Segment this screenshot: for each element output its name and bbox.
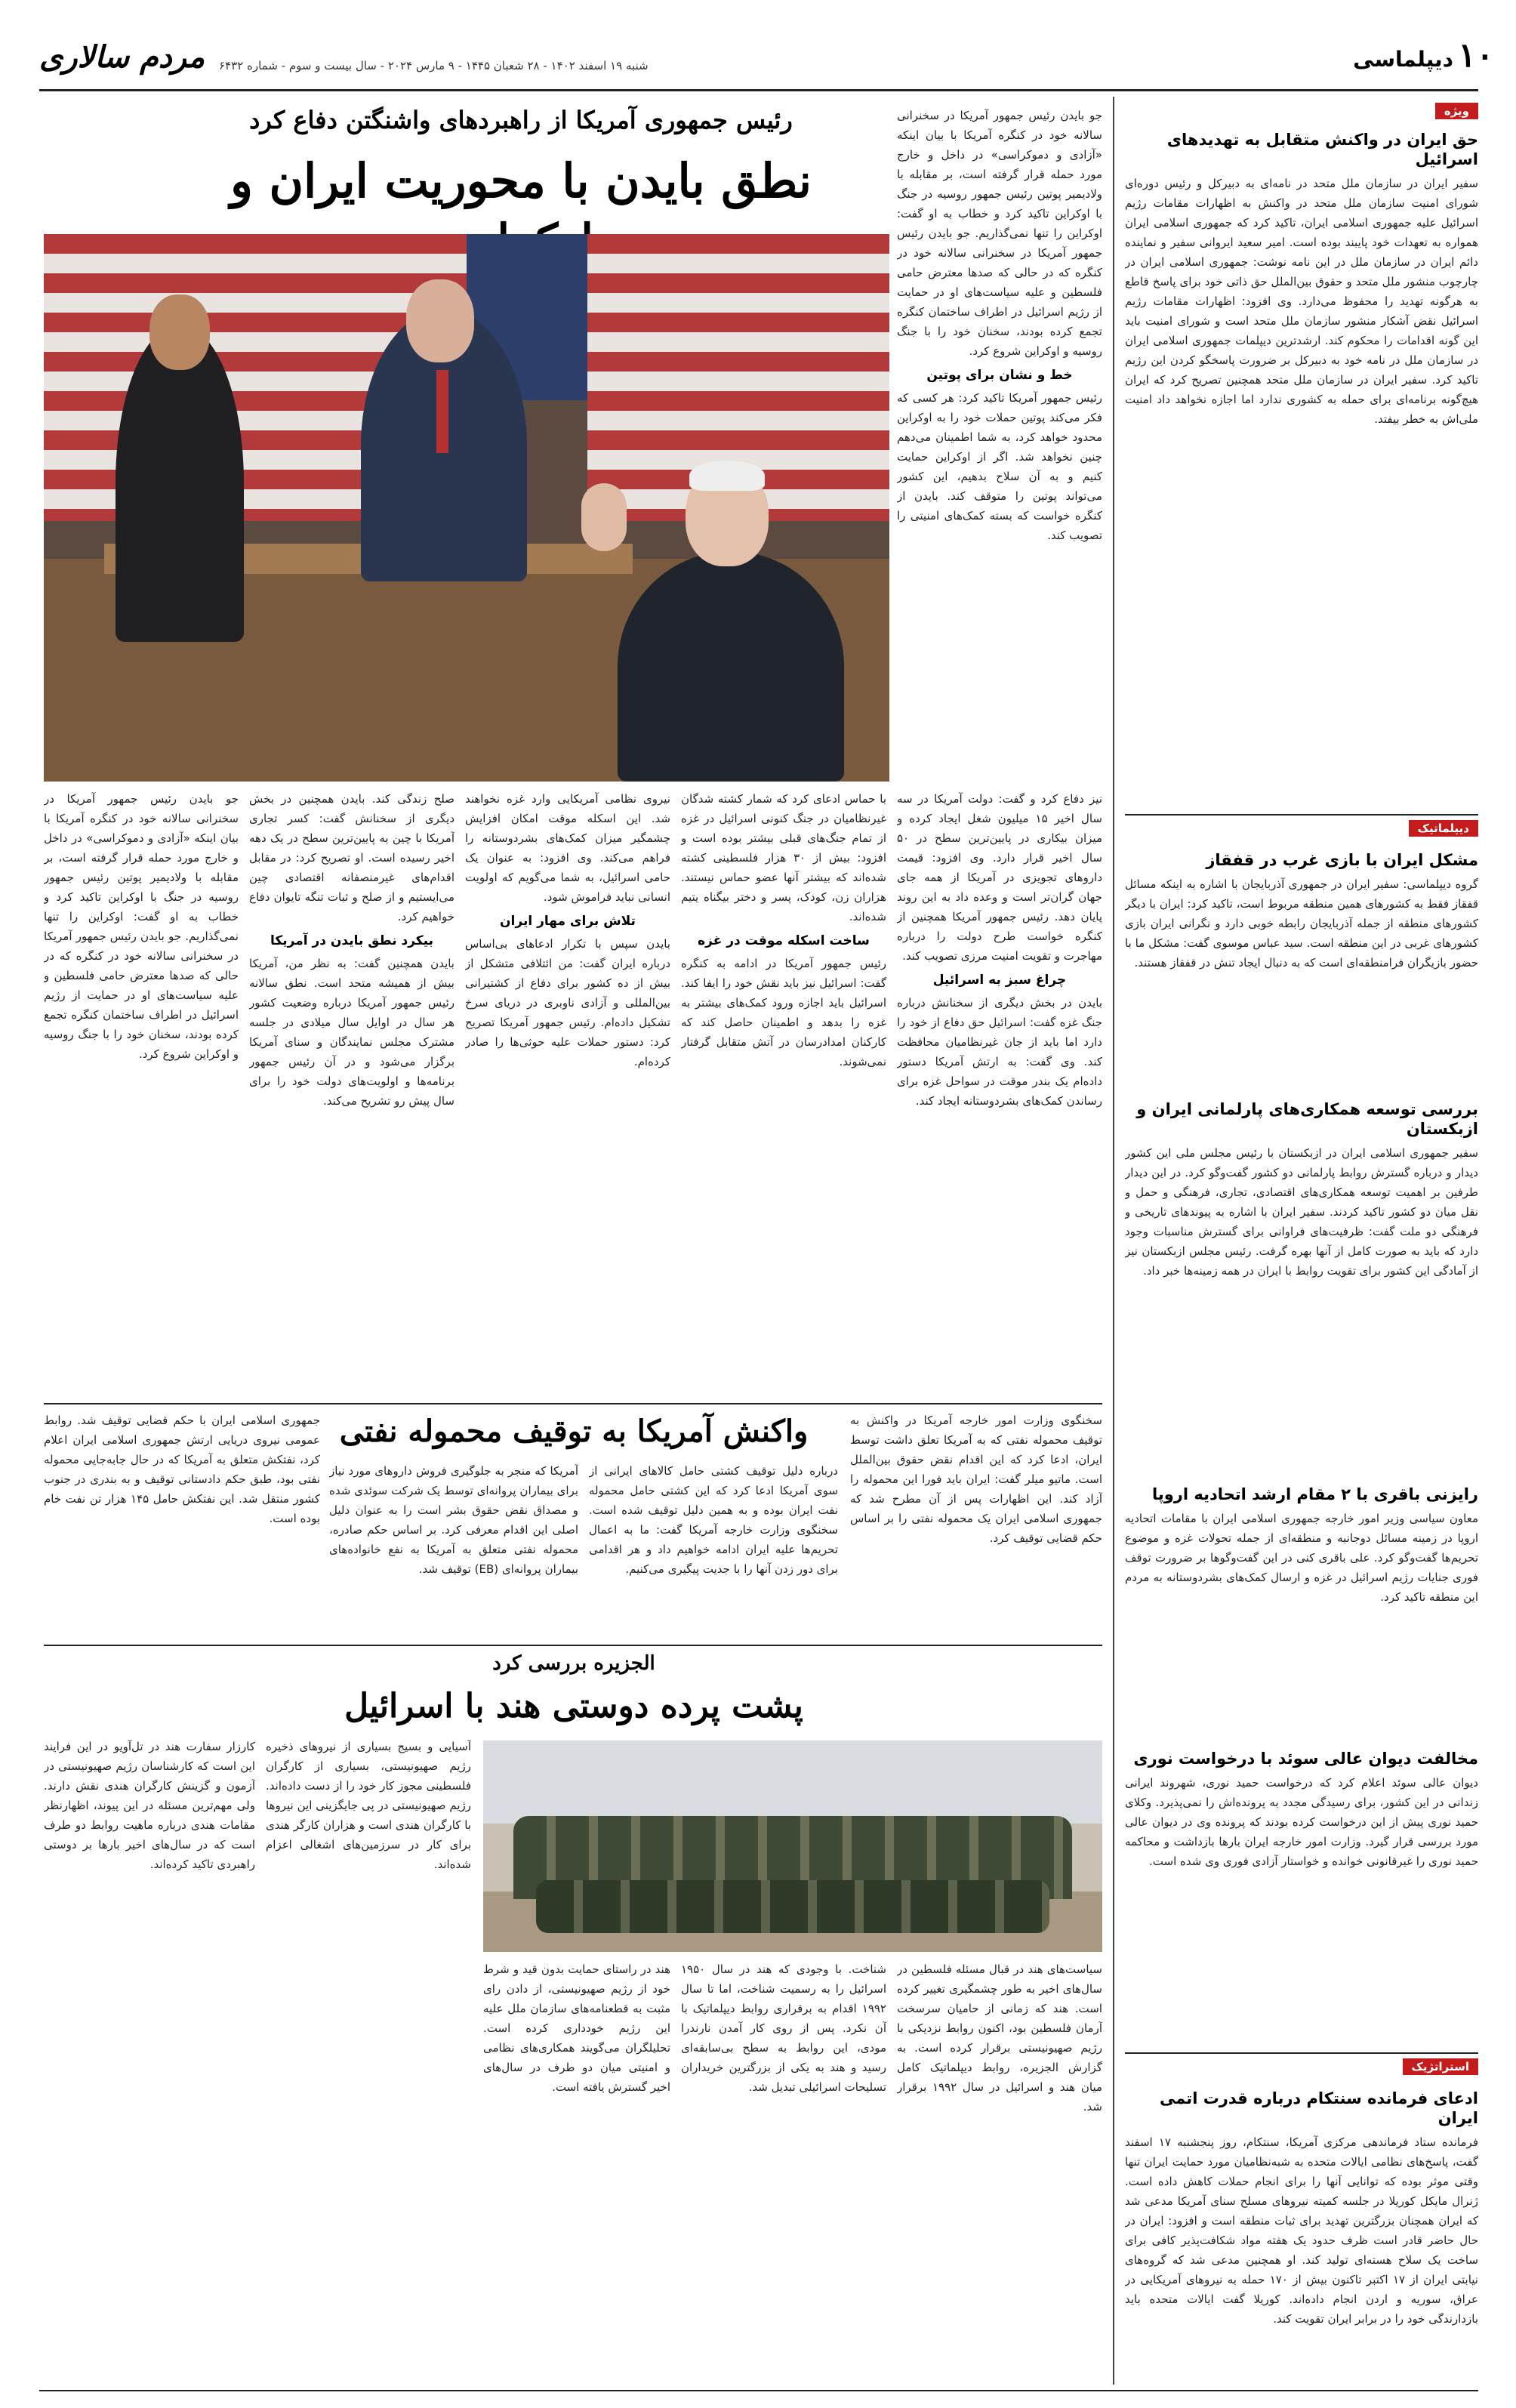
second-story-col1 bbox=[850, 1411, 1102, 1637]
second-col4-text: جمهوری اسلامی ایران با حکم قضایی توقیف شد. روابط عمومی نیروی دریایی ارتش جمهوری اسلامی ایران اعلام کرد، نفتکش متعلق به آمریکا که در حال جابه‌جایی محموله نفتی بود، طبق حکم دادستانی توقیف و به بندری در جنوب کشور منتقل شد. این نفتکش حامل ۱۴۵ هزار تن نفت خام بوده است. bbox=[44, 1414, 320, 1525]
sidebar-story5-text: دیوان عالی سوئد اعلام کرد که درخواست حمید نوری، شهروند ایرانی زندانی در این کشور، برای رسیدگی مجدد به پرونده‌اش را نمی‌پذیرد. وکلای حمید نوری پیش از این درخواست کرده بودند که پرونده وی در دیوان عالی مورد بررسی قرار گیرد. وزارت امور خارجه ایران بارها بازداشت و محاکمه حمید نوری را غیرقانونی خوانده و خواستار آزادی فوری وی شده است. bbox=[1125, 1776, 1478, 1868]
biden-figure bbox=[618, 551, 844, 782]
second-col1-text: سخنگوی وزارت امور خارجه آمریکا در واکنش به توقیف محموله نفتی که به آمریکا تعلق داشت توسط ایران، ادعا کرد که این اقدام نقض حقوق بین‌الملل است. ماتیو میلر گفت: ایران باید فورا این محموله را آزاد کند. این اظهارات پس از آن مطرح شد که جمهوری اسلامی ایران یک محموله نفتی را بر اساس حکم قضایی توقیف کرد. bbox=[850, 1414, 1102, 1545]
third-story-col3 bbox=[483, 1959, 670, 2382]
third-story-col2 bbox=[681, 1959, 886, 2382]
sidebar-story2-text: گروه دیپلماسی: سفیر ایران در جمهوری آذربایجان با اشاره به اینکه مسائل قفقاز فقط به کشورهای همین منطقه مربوط است، تاکید کرد: ایران با دیگر کشورهای منطقه از جمله آذربایجان رابطه خوبی دارد و نگرانی ایران بازی کشورهای غربی در این منطقه است. سید عباس موسوی گفت: مشکل ما با حضور بازیگران فرامنطقه‌ای است که به دنبال ایجاد تنش در قفقاز هستند. bbox=[1125, 877, 1478, 970]
second-story-bottom-rule bbox=[44, 1645, 1102, 1646]
main-col3-text: با حماس ادعای کرد که شمار کشته شدگان غیرنظامیان در جنگ کنونی اسرائیل در غزه از تمام جنگ‌های قبلی بیشتر بوده است و افزود: بیش از ۳۰ هزار فلسطینی کشته شده‌اند که بیشتر آنها عضو حماس نیستند. هزاران زن، کودک، پسر و دختر بیگناه یتیم شده‌اند. bbox=[681, 792, 886, 923]
sidebar-story6-title: ادعای فرمانده سنتکام درباره قدرت اتمی ایران bbox=[1159, 2089, 1478, 2127]
sidebar-story1-title: حق ایران در واکنش متقابل به تهدیدهای اسرائیل bbox=[1166, 131, 1478, 168]
paper-name: مردم سالاری bbox=[39, 39, 205, 75]
page-number: ۱۰ bbox=[1458, 36, 1494, 75]
main-story-col2 bbox=[897, 789, 1102, 1393]
masthead bbox=[0, 0, 1516, 98]
main-col4-text2: بایدن سپس با تکرار ادعاهای بی‌اساس درباره ایران گفت: من ائتلافی متشکل از بیش از ده کشور برای دفاع از کشتیرانی بین‌المللی و آزادی ناوبری در دریای سرخ تشکیل داده‌ام. رئیس جمهور آمریکا تصریح کرد: دستور حملات علیه حوثی‌ها را صادر کرده‌ام. bbox=[465, 937, 670, 1068]
sidebar-story2-title: مشکل ایران با بازی غرب در قفقاز bbox=[1206, 851, 1478, 869]
masthead-rule bbox=[39, 89, 1478, 91]
sidebar-story6 bbox=[1125, 2083, 1478, 2385]
third-col2-text: شناخت. با وجودی که هند در سال ۱۹۵۰ اسرائیل را به رسمیت شناخت، اما تا سال ۱۹۹۲ اقدام به برقراری روابط دیپلماتیک با آن نکرد. پس از روی کار آمدن نارندرا مودی، این روابط به سطح بی‌سابقه‌ای رسید و هند به یکی از بزرگترین خریداران تسلیحات اسرائیلی تبدیل شد. bbox=[681, 1962, 886, 2094]
sidebar-story3-text: سفیر جمهوری اسلامی ایران در ازبکستان با رئیس مجلس ملی این کشور دیدار و درباره گسترش روابط پارلمانی دو کشور گفت‌وگو کرد. در این دیدار طرفین بر اهمیت توسعه همکاری‌های اقتصادی، تجاری، فرهنگی و حمل و نقل میان دو کشور تاکید کردند. سفیر ایران با اشاره به پیوندهای تاریخی و فرهنگی دو ملت گفت: ظرفیت‌های فراوانی برای گسترش مناسبات وجود دارد که باید به صورت کامل از آنها بهره گرفت. رئیس مجلس ازبکستان نیز از آمادگی این کشور برای تقویت روابط با ایران در همه زمینه‌ها خبر داد. bbox=[1125, 1146, 1478, 1278]
main-col4-text: نیروی نظامی آمریکایی وارد غزه نخواهند شد. این اسکله موقت امکان افزایش چشمگیر میزان کمک‌های بشردوستانه را فراهم می‌کند. وی افزود: به عنوان یک حامی اسرائیل، به شما می‌گویم که اولویت انسانی نباید فراموش شود. bbox=[465, 792, 670, 904]
biden-hair bbox=[689, 461, 765, 491]
sidebar-story5 bbox=[1125, 1743, 1478, 2037]
harris-figure bbox=[116, 325, 244, 642]
third-col1-text: سیاست‌های هند در قبال مسئله فلسطین در سال‌های اخیر به طور چشمگیری تغییر کرده است. هند که زمانی از حامیان سرسخت آرمان فلسطین بود، اکنون روابط نزدیکی با رژیم صهیونیستی برقرار کرده است. به گزارش الجزیره، روابط دیپلماتیک کامل میان هند و اسرائیل در سال ۱۹۹۲ برقرار شد. bbox=[897, 1962, 1102, 2114]
main-col6-text: جو بایدن رئیس جمهور آمریکا در سخنرانی سالانه خود در کنگره آمریکا با بیان اینکه «آزادی و دموکراسی» در داخل و خارج مورد حمله قرار گرفته است، بر مقابله با ولادیمیر پوتین رئیس جمهور روسیه در جنگ با اوکراین تاکید کرد و خطاب به او گفت: اوکراین را تنها نمی‌گذاریم. جو بایدن رئیس جمهور آمریکا در سخنرانی سالانه خود در کنگره که در حالی که صدها معترض حامی فلسطین و علیه سیاست‌های او در حمایت از رژیم اسرائیل در اطراف ساختمان کنگره تجمع کرده بودند، سخنان خود را با جنگ روسیه و اوکراین شروع کرد. bbox=[44, 792, 239, 1061]
main-col5-text: صلح زندگی کند. بایدن همچنین در بخش دیگری از سخنانش گفت: کسر تجاری آمریکا با چین به پایین‌ترین سطح در یک دهه اخیر رسیده است. او تصریح کرد: در مقابل اقدام‌های غیرمنصفانه اقتصادی چین می‌ایستیم و از صلح و ثبات تنگه تایوان دفاع خواهیم کرد. bbox=[249, 792, 454, 923]
main-col1-subhead: خط و نشان برای پوتین bbox=[926, 368, 1073, 383]
main-col5-subhead: بیکرد نطق بایدن در آمریکا bbox=[270, 933, 434, 948]
group-front-row bbox=[536, 1880, 1049, 1933]
main-story-photo bbox=[44, 234, 889, 782]
main-story-col4 bbox=[465, 789, 670, 1393]
main-col2-text: نیز دفاع کرد و گفت: دولت آمریکا در سه سال اخیر ۱۵ میلیون شغل ایجاد کرده و میزان بیکاری در پایین‌ترین سطح در ۵۰ سال اخیر قرار دارد. وی افزود: قیمت دارو‌های تجویزی در آمریکا از همه جای جهان گران‌تر است و وعده داد به این روند پایان دهد. رئیس جمهور آمریکا همچنین از کنگره خواست طرح دولت را درباره مهاجرت و تقویت امنیت مرزی تصویب کند. bbox=[897, 792, 1102, 963]
sidebar-story3 bbox=[1125, 1093, 1478, 1471]
third-story-col5 bbox=[44, 1737, 255, 2382]
third-story-headline: پشت پرده دوستی هند با اسرائیل bbox=[344, 1687, 803, 1725]
johnson-tie bbox=[436, 370, 448, 453]
main-story-bottom-rule bbox=[44, 1403, 1102, 1404]
sidebar-divider-2 bbox=[1125, 2052, 1478, 2054]
sidebar bbox=[1125, 97, 1478, 2385]
main-col4-subhead: تلاش برای مهار ایران bbox=[500, 914, 636, 929]
johnson-face bbox=[406, 279, 474, 362]
sidebar-story3-title: بررسی توسعه همکاری‌های پارلمانی ایران و ازبکستان bbox=[1136, 1100, 1478, 1138]
sidebar-tag-special: ویژه bbox=[1435, 103, 1478, 119]
sidebar-tag-diplomatic: دیپلماتیک bbox=[1409, 820, 1478, 837]
main-story-headline: نطق بایدن با محوریت ایران و bbox=[230, 153, 812, 208]
third-col3-text: هند در راستای حمایت بدون قید و شرط خود از رژیم صهیونیستی، از دادن رای مثبت به قطعنامه‌های سازمان ملل علیه این رژیم خودداری کرده است. تحلیلگران می‌گویند همکاری‌های نظامی و امنیتی میان دو طرف در سال‌های اخیر گسترش یافته است. bbox=[483, 1962, 670, 2094]
sidebar-story6-text: فرمانده ستاد فرماندهی مرکزی آمریکا، سنتکام، روز پنجشنبه ۱۷ اسفند گفت، پاسخ‌های نظامی ایالات متحده به شبه‌نظامیان مورد حمایت ایران تنها وقتی موثر بوده که توانایی آنها را برای انجام حملات کاهش داده است. ژنرال مایکل کوریلا در جلسه کمیته نیروهای مسلح سنای آمریکا مدعی شد که ایران همچنان بزرگترین تهدید برای ثبات منطقه است و افزود: ایران در حال حاضر قادر است ظرف حدود یک هفته مواد شکافت‌پذیر کافی برای ساخت یک سلاح هسته‌ای تولید کند. او همچنین مدعی شد که گروه‌های نیابتی ایران از ۱۷ اکتبر تاکنون بیش از ۱۷۰ حمله به نیروهای آمریکایی در عراق، سوریه و اردن انجام داده‌اند. کوریلا گفت ایالات متحده باید بازدارندگی خود را در برابر ایران تقویت کند. bbox=[1125, 2135, 1478, 2326]
third-story-photo bbox=[483, 1740, 1102, 1952]
second-story-col3 bbox=[329, 1461, 578, 1637]
main-story-col3 bbox=[681, 789, 886, 1393]
second-story-col2 bbox=[589, 1461, 838, 1637]
third-col4-text: آسیایی و بسیج بسیاری از نیروهای ذخیره رژیم صهیونیستی، بسیاری از کارگران فلسطینی مجوز کار خود را از دست داده‌اند. رژیم صهیونیستی در پی جایگزینی این نیروها با کارگران هندی است و هزاران کارگر هندی برای کار در سرزمین‌های اشغالی اعزام شده‌اند. bbox=[266, 1740, 471, 1871]
third-story-col1 bbox=[897, 1959, 1102, 2382]
sidebar-separator bbox=[1113, 97, 1114, 2385]
sidebar-story4-title: رایزنی باقری با ۲ مقام ارشد اتحادیه اروپا bbox=[1151, 1485, 1478, 1503]
sidebar-tag-strategic: استراتژیک bbox=[1403, 2058, 1478, 2075]
second-col3-text: آمریکا که منجر به جلوگیری فروش داروهای مورد نیاز برای بیماران پروانه‌ای توسط یک شرکت سوئدی شده و مصداق نقض حقوق بشر است را به عنوان دلیل اصلی این اقدام معرفی کرد. بر اساس حکم صادره، محموله نفتی متعلق به آمریکا به نفع خانواده‌های بیماران پروانه‌ای (EB) توقیف شد. bbox=[329, 1464, 578, 1576]
sidebar-divider-1 bbox=[1125, 814, 1478, 816]
sidebar-story4-text: معاون سیاسی وزیر امور خارجه جمهوری اسلامی ایران با مقامات اتحادیه اروپا در زمینه مسائل دوجانبه و منطقه‌ای از جمله تحولات غزه و موضوع تحریم‌ها گفت‌وگو کرد. علی باقری کنی در این گفت‌وگوها بر ضرورت توقف فوری جنایات رژیم اسرائیل در غزه و ارسال کمک‌های بشردوستانه به مردم این منطقه تاکید کرد. bbox=[1125, 1512, 1478, 1604]
main-col2-text2: بایدن در بخش دیگری از سخنانش درباره جنگ غزه گفت: اسرائیل حق دفاع از خود را دارد اما باید از جان غیرنظامیان محافظت کند. وی گفت: به ارتش آمریکا دستور داده‌ام یک بندر موقت در سواحل غزه برای رساندن کمک‌های بشردوستانه ایجاد کند. bbox=[897, 996, 1102, 1108]
sidebar-story5-title: مخالفت دیوان عالی سوئد با درخواست نوری bbox=[1133, 1750, 1478, 1768]
main-story-kicker: رئیس جمهوری آمریکا از راهبردهای واشنگتن دفاع کرد bbox=[249, 106, 793, 134]
third-story-kicker: الجزیره بررسی کرد bbox=[492, 1652, 655, 1675]
harris-face bbox=[149, 294, 210, 370]
page-bottom-rule bbox=[39, 2390, 1478, 2391]
second-story-headline: واکنش آمریکا به توقیف محموله نفتی bbox=[339, 1414, 809, 1449]
third-col5-text: کارزار سفارت هند در تل‌آویو در این فرایند این است که کارشناسان رژیم صهیونیستی در آزمون و گزینش کارگران هندی نقش دارند. ولی مهم‌ترین مسئله در این پیوند، اظهارنظر مقامات هندی درباره ماهیت روابط دو طرف است که در سال‌های اخیر بارها بر دوستی راهبردی تاکید کرده‌اند. bbox=[44, 1740, 255, 1871]
second-story-col4 bbox=[44, 1411, 320, 1637]
sidebar-story1 bbox=[1125, 124, 1478, 788]
sidebar-story1-text: سفیر ایران در سازمان ملل متحد در نامه‌ای به دبیرکل و رئیس دوره‌ای شورای امنیت سازمان ملل متحد در واکنش به اظهارات مقامات رژیم اسرائیل علیه جمهوری اسلامی ایران، تاکید کرد که جمهوری اسلامی ایران همواره به تعهدات خود پایبند بوده است. امیر سعید ایروانی سفیر و نماینده دائم ایران در سازمان ملل در این نامه نوشت: جمهوری اسلامی ایران در چارچوب منشور ملل متحد و حقوق بین‌الملل حق ذاتی خود برای پاسخ قاطع به هرگونه تهدید را محفوظ می‌دارد. وی افزود: اظهارات مقامات رژیم اسرائیل نقض آشکار منشور سازمان ملل متحد است و شورای امنیت باید این گونه اقدامات را محکوم کند. ارشدترین دیپلمات جمهوری اسلامی ایران در سازمان ملل در نامه خود به دبیرکل بر ضرورت پاسخگو کردن این رژیم تاکید کرد. سفیر ایران در سازمان ملل متحد همچنین تصریح کرد که ایران هیچ‌گونه برنامه‌ای برای حمله به کشوری ندارد اما اجازه نخواهد داد امنیت ملی‌اش به خطر بیفتد. bbox=[1125, 177, 1478, 426]
dateline: شنبه ۱۹ اسفند ۱۴۰۲ - ۲۸ شعبان ۱۴۴۵ - ۹ مارس ۲۰۲۴ - سال بیست و سوم - شماره ۶۴۳۲ bbox=[219, 59, 649, 72]
main-col2-subhead: چراغ سبز به اسرائیل bbox=[932, 973, 1067, 988]
main-col1-text2: رئیس جمهور آمریکا تاکید کرد: هر کسی که فکر می‌کند پوتین حملات خود را به اوکراین محدود خواهد کرد، به شما اطمینان می‌دهم چنین نخواهد شد. اگر از اوکراین حمایت کنیم و به آن سلاح بدهیم، این کشور می‌تواند پوتین را متوقف کند. بایدن از کنگره خواست که بسته کمک‌های امنیتی را تصویب کند. bbox=[897, 391, 1102, 542]
second-col2-text: درباره دلیل توقیف کشتی حامل کالاهای ایرانی از سوی آمریکا ادعا کرد که این کشتی حامل محموله نفت ایران بوده و به همین دلیل توقیف شده است. سخنگوی وزارت خارجه آمریکا گفت: ما به اعمال تحریم‌ها علیه ایران ادامه خواهیم داد و هر اقدامی برای دور زدن آنها را با جدیت پیگیری می‌کنیم. bbox=[589, 1464, 838, 1576]
main-story-col5 bbox=[249, 789, 454, 1393]
photo-sky bbox=[483, 1740, 1102, 1824]
main-col5-text2: بایدن همچنین گفت: به نظر من، آمریکا بیش از همیشه متحد است. نطق سالانه رئیس جمهور آمریکا درباره وضعیت کشور هر سال در اوایل سال میلادی در جلسه مشترک مجلس نمایندگان و سنای آمریکا برگزار می‌شود و در آن رئیس جمهور برنامه‌ها و اولویت‌های دولت خود را برای سال پیش رو تشریح می‌کند. bbox=[249, 957, 454, 1108]
biden-hand bbox=[581, 483, 627, 551]
sidebar-story2 bbox=[1125, 844, 1478, 1086]
main-col3-subhead: ساخت اسکله موقت در غزه bbox=[698, 933, 870, 948]
main-col3-text2: رئیس جمهور آمریکا در ادامه به کنگره گفت: اسرائیل نیز باید نقش خود را ایفا کند. اسرائیل باید اجازه ورود کمک‌های بیشتر به غزه را بدهد و اطمینان حاصل کند که کارکنان امدادرسان در آتش متقابل گرفتار نمی‌شوند. bbox=[681, 957, 886, 1068]
third-story-col4 bbox=[266, 1737, 471, 2382]
main-story-col1 bbox=[897, 106, 1102, 782]
section-name: دیپلماسی bbox=[1353, 47, 1453, 72]
sidebar-story4 bbox=[1125, 1478, 1478, 1735]
main-story-col6 bbox=[44, 789, 239, 1393]
main-col1-text: جو بایدن رئیس جمهور آمریکا در سخنرانی سالانه خود در کنگره آمریکا با بیان اینکه «آزادی و دموکراسی» در داخل و خارج مورد حمله قرار گرفته است، بر مقابله با ولادیمیر پوتین رئیس جمهور روسیه در جنگ با اوکراین تاکید کرد و خطاب به او گفت: اوکراین را تنها نمی‌گذاریم. جو بایدن رئیس جمهور آمریکا در سخنرانی سالانه خود در کنگره که در حالی که صدها معترض حامی فلسطین و علیه سیاست‌های او در حمایت از رژیم اسرائیل در اطراف ساختمان کنگره تجمع کرده بودند، سخنان خود را با جنگ روسیه و اوکراین شروع کرد. bbox=[897, 109, 1102, 358]
